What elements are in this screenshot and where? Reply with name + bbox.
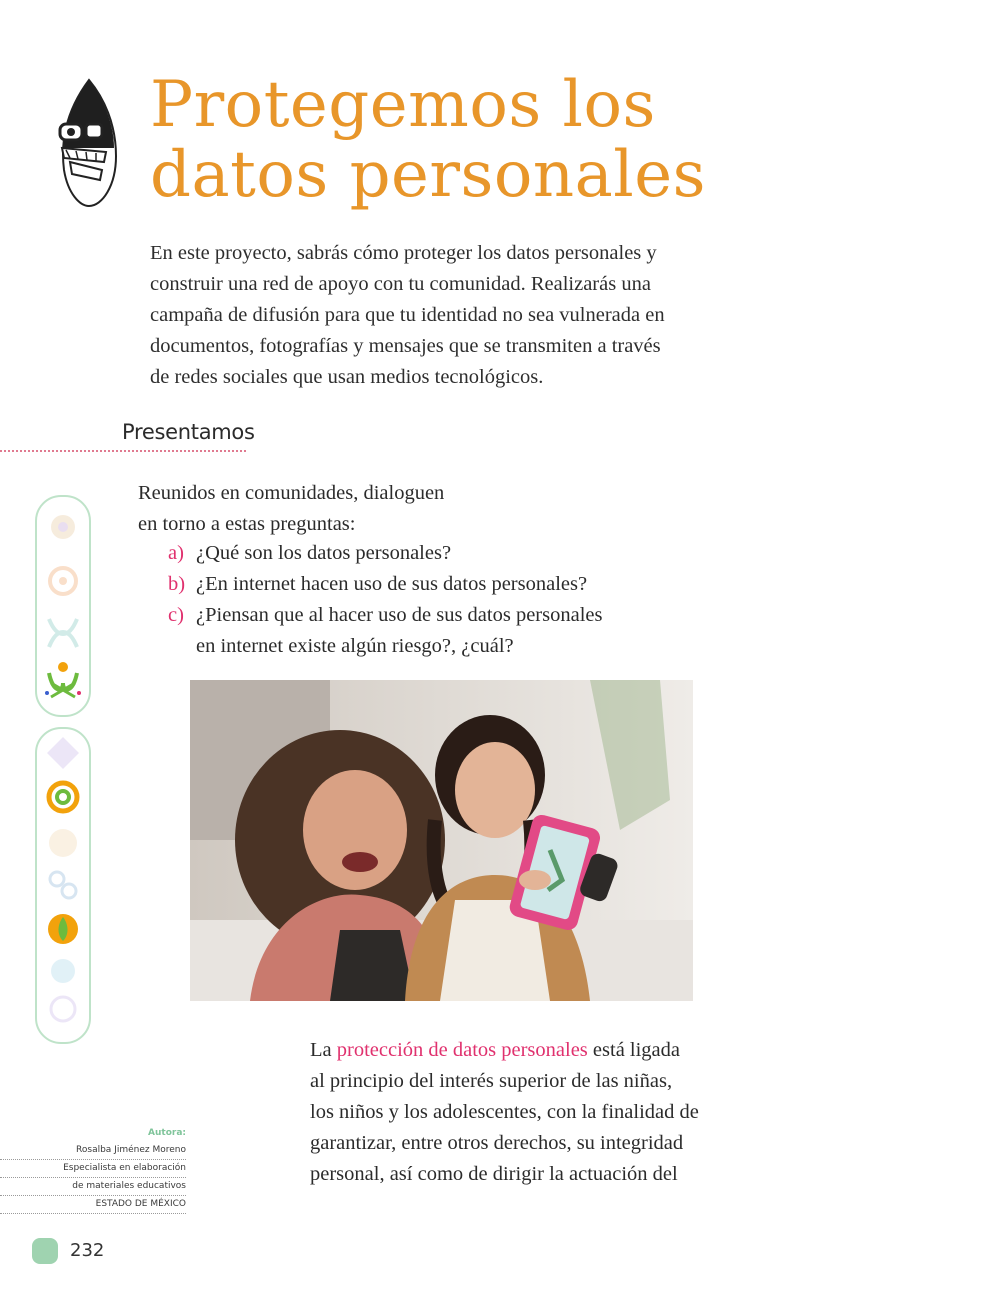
body-after-highlight: está ligada bbox=[587, 1039, 681, 1061]
page-number: 232 bbox=[70, 1240, 105, 1261]
hourglass-icon bbox=[49, 829, 77, 857]
person-icon bbox=[45, 662, 81, 697]
title-line-2: datos personales bbox=[150, 138, 706, 212]
spiral-icon bbox=[49, 783, 77, 811]
question-letter: a) bbox=[168, 542, 184, 564]
question-text: ¿En internet hacen uso de sus datos personales? bbox=[196, 573, 588, 595]
question-list bbox=[168, 538, 648, 662]
question-text: en internet existe algún riesgo?, ¿cuál? bbox=[196, 635, 514, 657]
diamond-icon bbox=[47, 737, 79, 769]
body-line: los niños y los adolescentes, con la finalidad de bbox=[310, 1101, 699, 1123]
prompt-line: Reunidos en comunidades, dialoguen bbox=[138, 482, 445, 504]
people-icon bbox=[49, 619, 77, 647]
author-label: Autora: bbox=[148, 1128, 186, 1138]
question-text: ¿Piensan que al hacer uso de sus datos personales bbox=[196, 604, 603, 626]
intro-line: En este proyecto, sabrás cómo proteger los datos personales y bbox=[150, 242, 657, 264]
body-line bbox=[310, 1035, 730, 1066]
community-icon bbox=[51, 515, 75, 539]
title-line-1: Protegemos los bbox=[150, 68, 656, 142]
section-divider bbox=[0, 450, 246, 452]
axis-icons-group-bottom bbox=[35, 727, 91, 1044]
mask-icon bbox=[56, 78, 122, 208]
author-role: Especialista en elaboración bbox=[0, 1160, 186, 1178]
body-line: al principio del interés superior de las niñas, bbox=[310, 1070, 673, 1092]
sun-figure-icon bbox=[50, 568, 76, 594]
prompt-text bbox=[138, 478, 618, 540]
intro-line: documentos, fotografías y mensajes que se transmiten a través bbox=[150, 335, 661, 357]
intro-line: construir una red de apoyo con tu comunidad. Realizarás una bbox=[150, 273, 651, 295]
axis-icons-group-top bbox=[35, 495, 91, 717]
author-state: ESTADO DE MÉXICO bbox=[0, 1196, 186, 1214]
question-item bbox=[168, 538, 648, 569]
body-paragraph bbox=[310, 1035, 730, 1190]
body-prefix: La bbox=[310, 1039, 337, 1061]
author-name: Rosalba Jiménez Moreno bbox=[0, 1142, 186, 1160]
links-icon bbox=[50, 872, 76, 898]
body-line: garantizar, entre otros derechos, su integridad bbox=[310, 1132, 684, 1154]
intro-line: campaña de difusión para que tu identidad no sea vulnerada en bbox=[150, 304, 665, 326]
author-credits bbox=[0, 1125, 186, 1214]
body-line: personal, así como de dirigir la actuación del bbox=[310, 1163, 678, 1185]
circle-icon bbox=[51, 997, 75, 1021]
question-text: ¿Qué son los datos personales? bbox=[196, 542, 452, 564]
page-title bbox=[150, 70, 870, 210]
question-letter: b) bbox=[168, 573, 186, 595]
highlighted-term: protección de datos personales bbox=[336, 1039, 588, 1061]
intro-line: de redes sociales que usan medios tecnológicos. bbox=[150, 366, 544, 388]
section-heading: Presentamos bbox=[122, 420, 255, 444]
earth-icon bbox=[51, 959, 75, 983]
question-item bbox=[168, 600, 648, 662]
question-letter: c) bbox=[168, 604, 184, 626]
prompt-line: en torno a estas preguntas: bbox=[138, 513, 356, 535]
book-logo-icon bbox=[32, 1238, 58, 1264]
author-role: de materiales educativos bbox=[0, 1178, 186, 1196]
intro-paragraph bbox=[150, 238, 730, 393]
mother-daughter-tablet-photo bbox=[190, 680, 693, 1001]
lotus-icon bbox=[48, 914, 78, 944]
question-item bbox=[168, 569, 648, 600]
